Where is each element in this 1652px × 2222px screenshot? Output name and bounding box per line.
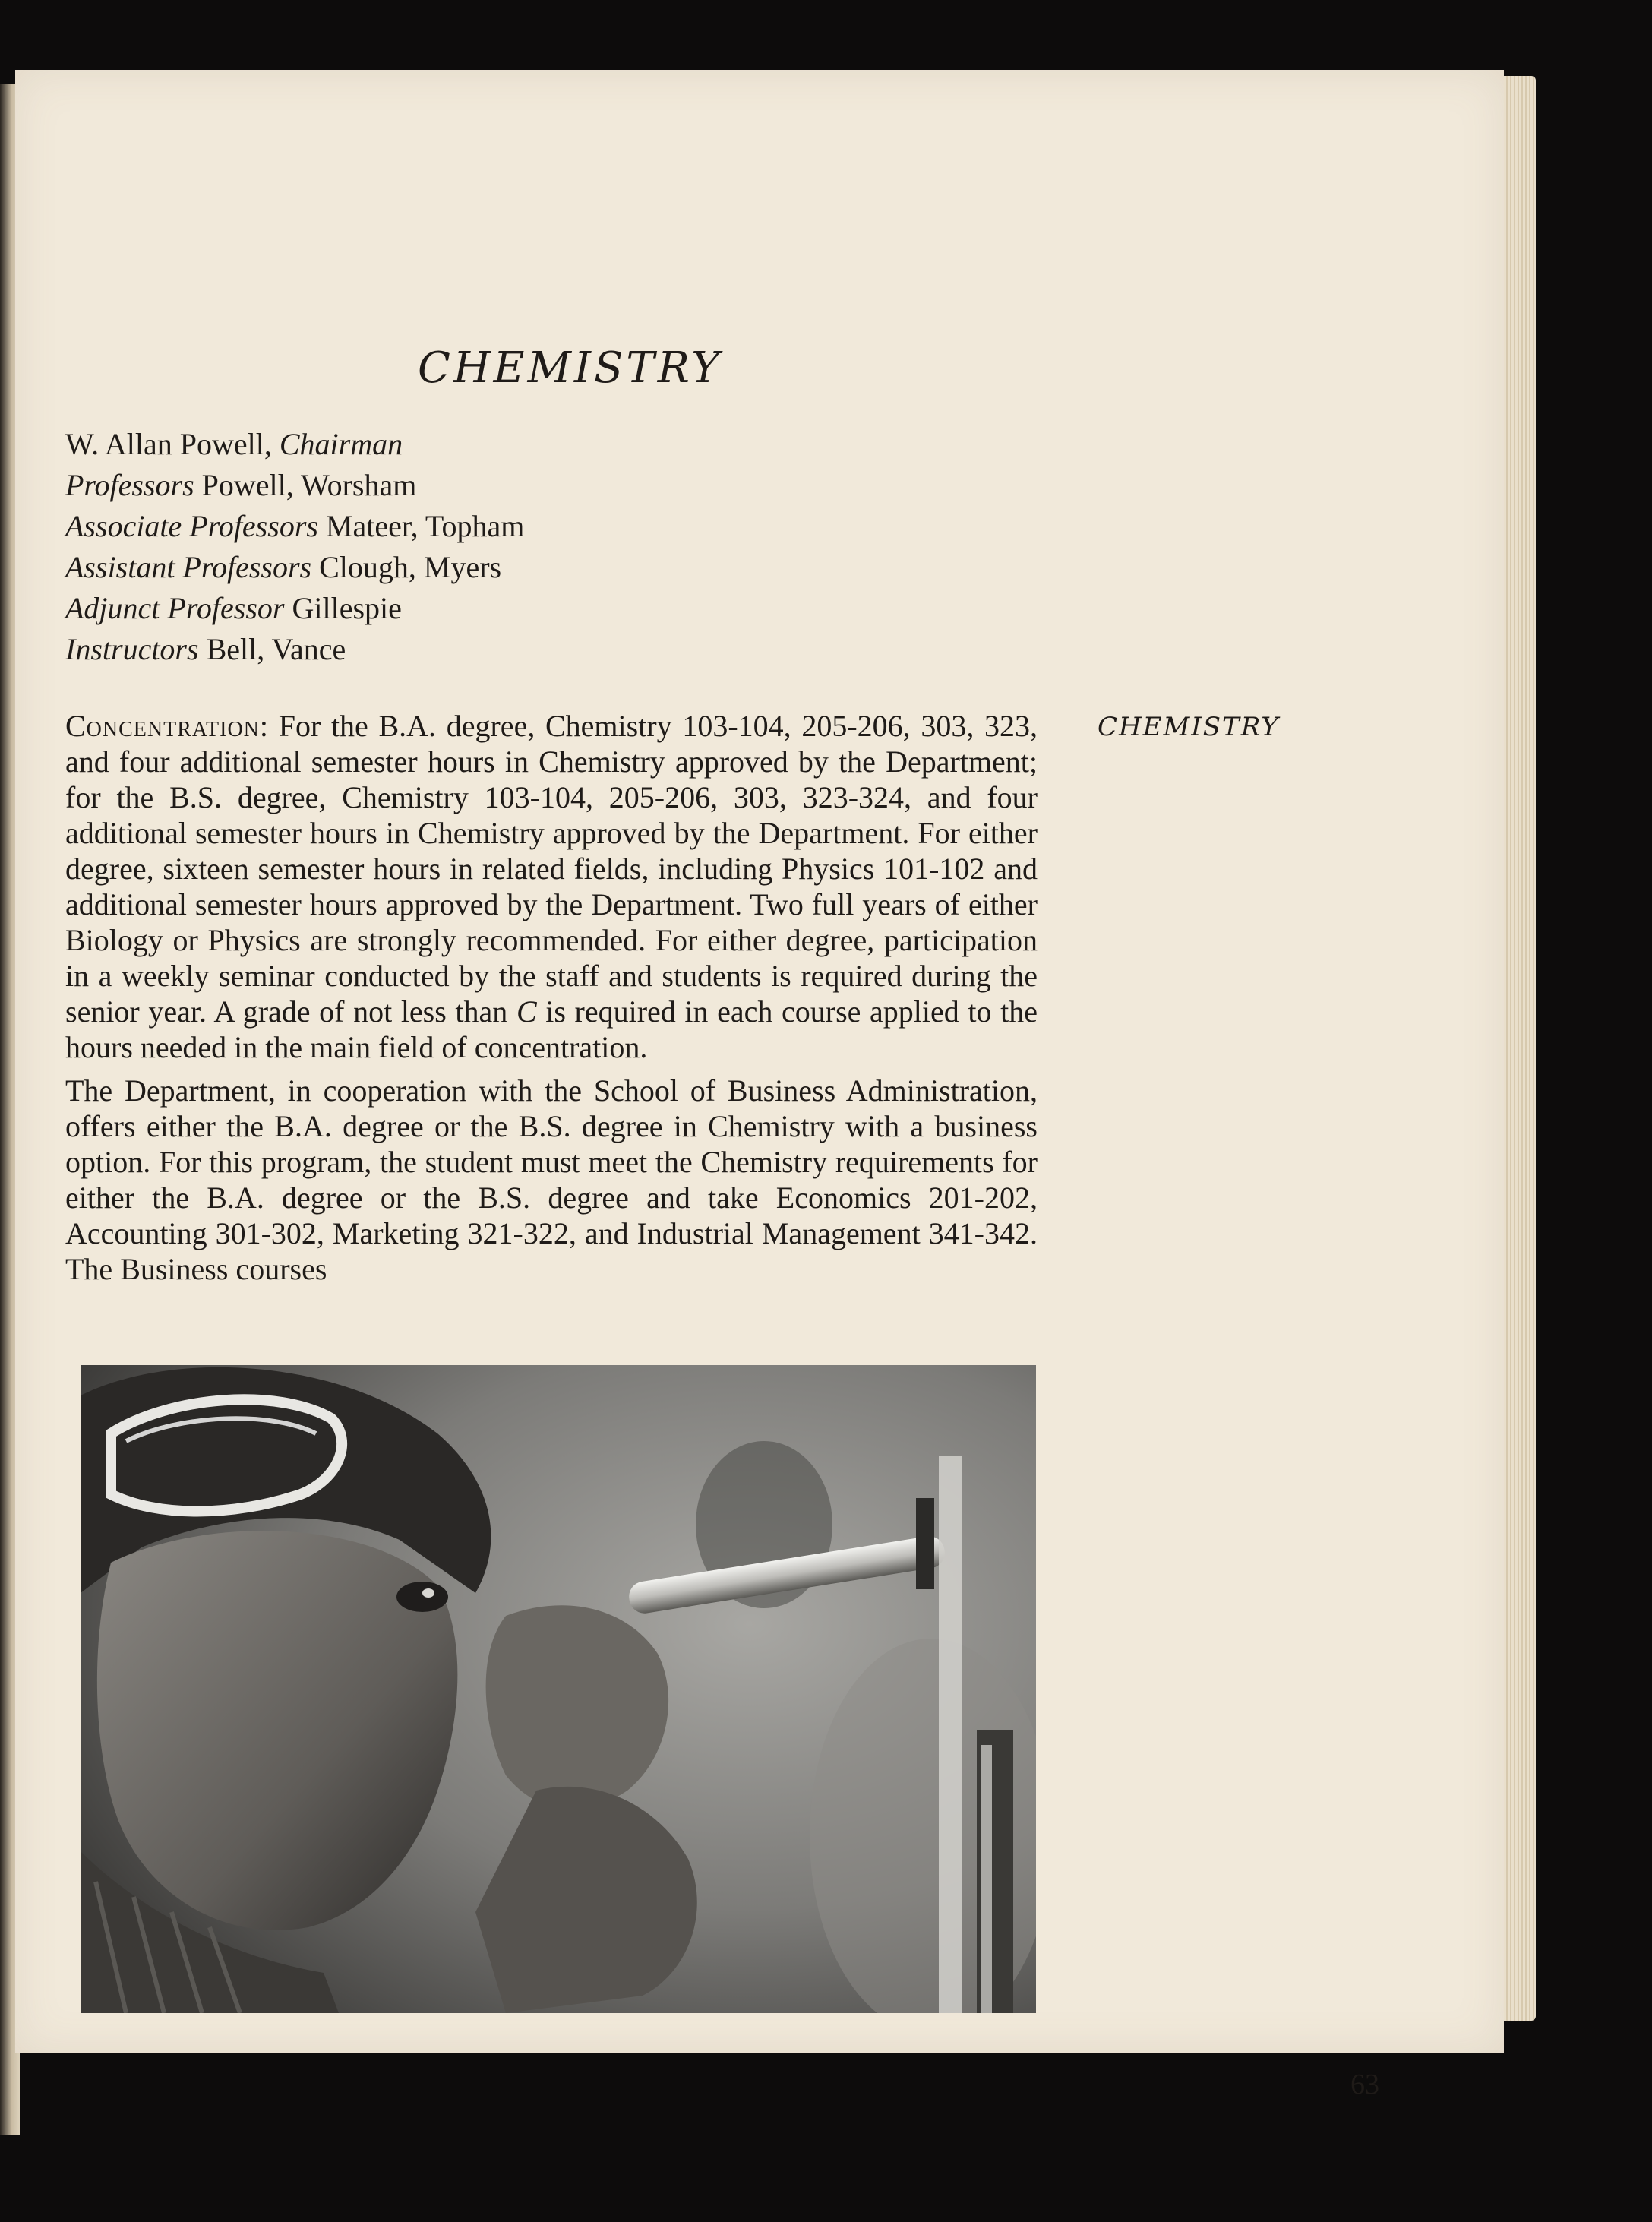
page-number: 63 — [1350, 2069, 1379, 2100]
chairman-name: W. Allan Powell, — [65, 427, 272, 461]
faculty-instructors — [65, 629, 524, 670]
concentration-tail: is required in each course applied to the hours needed in the main field of concentration. — [65, 994, 1038, 1064]
student-photo — [81, 1365, 1036, 2013]
page-title: CHEMISTRY — [418, 343, 723, 393]
associate-professors-names: Mateer, Topham — [325, 509, 525, 543]
adjunct-professor-names: Gillespie — [292, 591, 402, 625]
concentration-text: For the B.A. degree, Chemistry 103-104, 205-206, 303, 323, and four additional semester hours in Chemistry approved by the Department; for the B.S. degree, Chemistry 103-104, 205-206, 303, 323-324, and four additional semester hours in Chemistry approved by the Department. For either degree, sixteen semester hours in related fields, including Physics 101-102 and additional semester hours approved by the Department. Two full years of either Biology or Physics are strongly recommended. For either degree, participation in a weekly seminar conducted by the staff and students is required during the senior year. A grade of not less than — [65, 709, 1038, 1029]
body-text — [65, 708, 1038, 1287]
associate-professors-label: Associate Professors — [65, 509, 318, 543]
faculty-associate-professors — [65, 506, 524, 547]
assistant-professors-label: Assistant Professors — [65, 550, 312, 584]
margin-heading: CHEMISTRY — [1098, 712, 1280, 742]
professors-label: Professors — [65, 468, 194, 502]
instructors-names: Bell, Vance — [206, 632, 346, 666]
catalog-page — [15, 70, 1504, 2100]
adjunct-professor-label: Adjunct Professor — [65, 591, 285, 625]
concentration-paragraph — [65, 708, 1038, 1065]
concentration-label: Concentration — [65, 709, 260, 743]
business-option-paragraph: The Department, in cooperation with the School of Business Administration, offers either the B.A. degree or the B.S. degree in Chemistry with a business option. For this program, the student must meet the Chemistry requirements for either the B.A. degree or the B.S. degree and take Economics 201-202, Accounting 301-302, Marketing 321-322, and Industrial Management 341-342. The Business courses — [65, 1073, 1038, 1286]
faculty-assistant-professors — [65, 547, 524, 588]
grade-letter: C — [516, 994, 537, 1029]
photo-illustration — [81, 1365, 1036, 2013]
faculty-list — [65, 424, 524, 670]
instructors-label: Instructors — [65, 632, 199, 666]
chairman-role: Chairman — [279, 427, 403, 461]
faculty-adjunct-professor — [65, 588, 524, 629]
faculty-chairman — [65, 424, 524, 465]
assistant-professors-names: Clough, Myers — [319, 550, 502, 584]
concentration-colon: : — [259, 709, 269, 743]
professors-names: Powell, Worsham — [201, 468, 417, 502]
faculty-professors — [65, 465, 524, 506]
